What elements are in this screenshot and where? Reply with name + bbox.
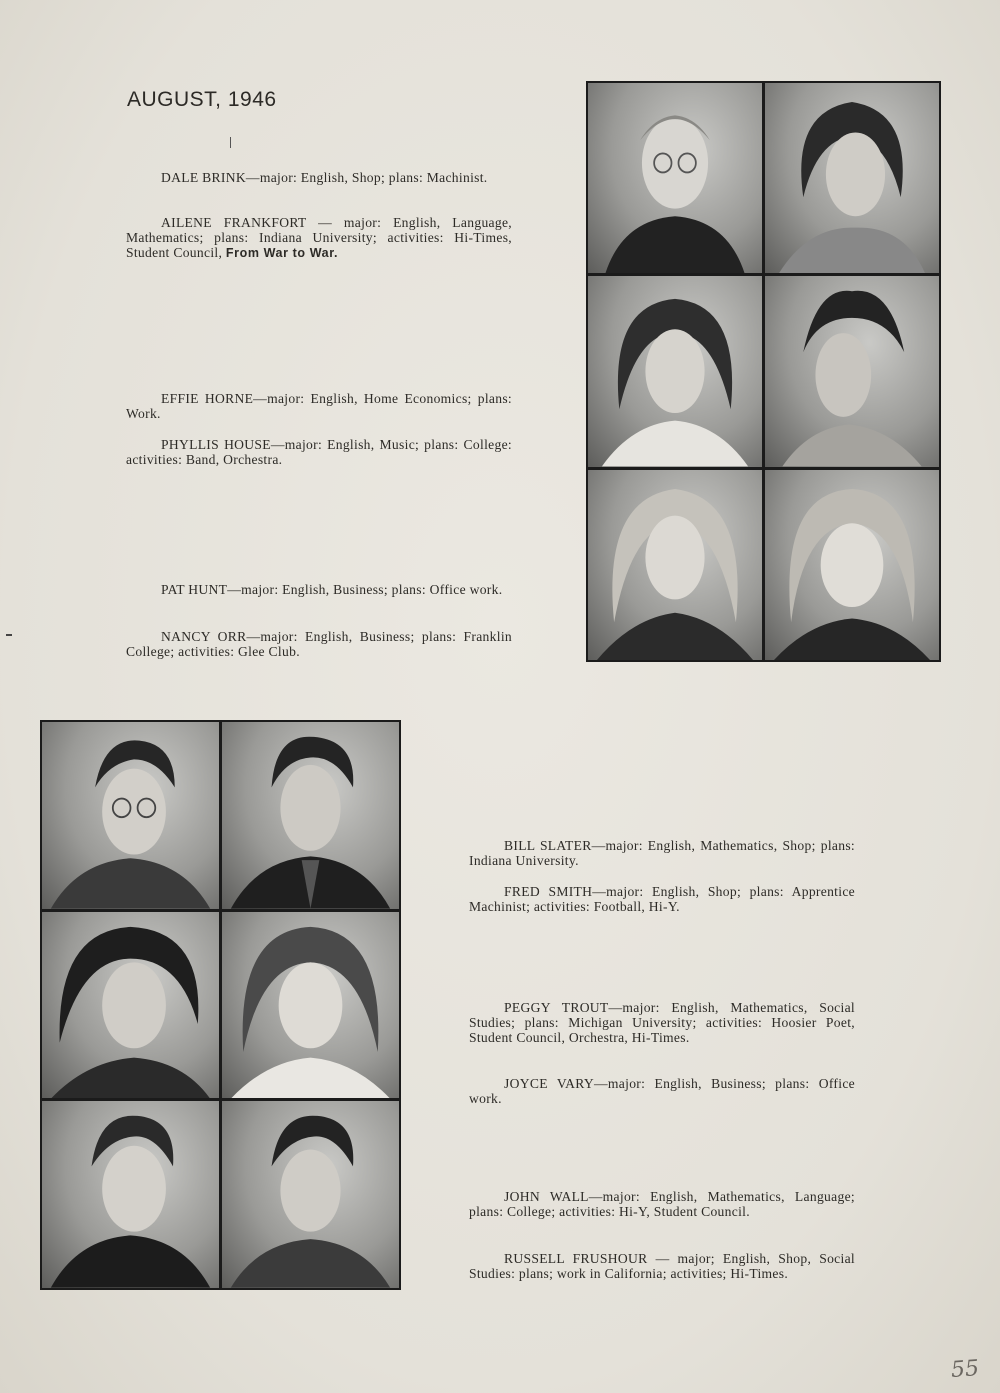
bio-dale-brink: DALE BRINK—major: English, Shop; plans: Machinist. [161,170,488,185]
portrait-russell-frushour [222,1101,399,1288]
portrait-pat-hunt [588,470,762,660]
bio-effie-horne: EFFIE HORNE—major: English, Home Economics; plans: Work. [126,391,512,421]
bio-bold-title: From War to War. [225,246,339,260]
bio-john-wall: JOHN WALL—major: English, Mathematics, Language; plans: College; activities: Hi-Y, Student Council. [469,1189,855,1219]
portrait-effie-horne [588,276,762,466]
bio-ailene-frankfort: AILENE FRANKFORT — major: English, Language, Mathematics; plans: Indiana University; activities: Hi-Times, Student Council, From War to War. [126,215,512,260]
bio-nancy-orr: NANCY ORR—major: English, Business; plans: Franklin College; activities: Glee Club. [126,629,512,659]
bio-phyllis-house: PHYLLIS HOUSE—major: English, Music; plans: College: activities: Band, Orchestra. [126,437,512,467]
bio-pat-hunt: PAT HUNT—major: English, Business; plans: Office work. [161,582,503,597]
portrait-grid-bottom [40,720,401,1290]
page-heading: AUGUST, 1946 [127,88,277,111]
ink-mark [230,137,231,148]
margin-mark [6,634,12,636]
portrait-joyce-vary [222,912,399,1099]
portrait-grid-top [586,81,941,662]
portrait-ailene-frankfort [765,83,939,273]
bio-russell-frushour: RUSSELL FRUSHOUR — major; English, Shop, Social Studies: plans; work in California; activities; Hi-Times. [469,1251,855,1281]
portrait-phyllis-house [765,276,939,466]
portrait-dale-brink [588,83,762,273]
portrait-bill-slater [42,722,219,909]
bio-joyce-vary: JOYCE VARY—major: English, Business; plans: Office work. [469,1076,855,1106]
bio-bill-slater: BILL SLATER—major: English, Mathematics, Shop; plans: Indiana University. [469,838,855,868]
portrait-nancy-orr [765,470,939,660]
portrait-peggy-trout [42,912,219,1099]
bio-fred-smith: FRED SMITH—major: English, Shop; plans: Apprentice Machinist; activities: Football, Hi-Y. [469,884,855,914]
page-number: 55 [950,1356,980,1383]
portrait-john-wall [42,1101,219,1288]
bio-peggy-trout: PEGGY TROUT—major: English, Mathematics, Social Studies; plans: Michigan University; activities: Hoosier Poet, Student Council, Orchestra, Hi-Times. [469,1000,855,1045]
portrait-fred-smith [222,722,399,909]
